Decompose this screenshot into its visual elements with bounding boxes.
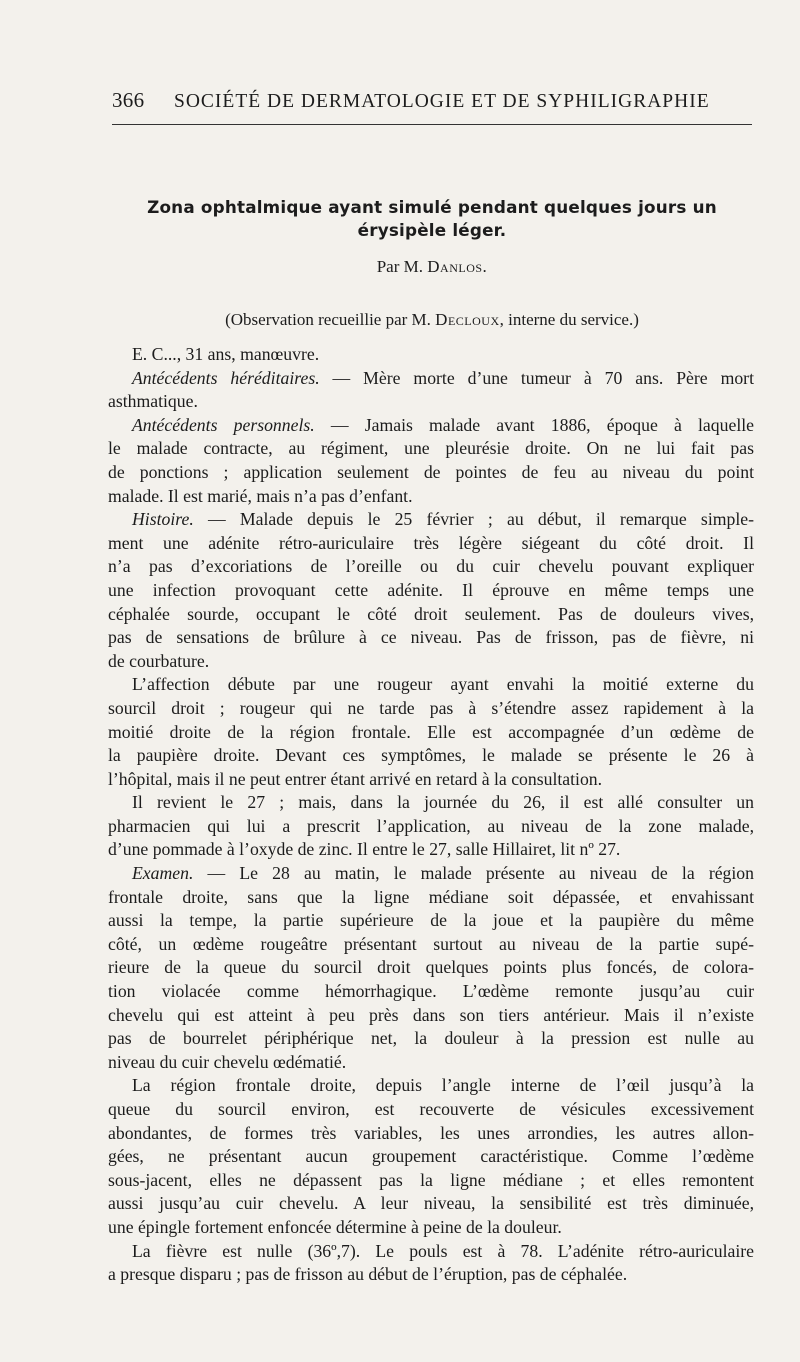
text-line xyxy=(108,343,754,367)
text-line xyxy=(108,909,754,933)
line-text: queue du sourcil environ, est recouverte de vésicules excessivement xyxy=(108,1099,754,1119)
author-name: Danlos. xyxy=(427,257,488,276)
observation-note xyxy=(112,310,752,330)
line-text: n’a pas d’excoriations de l’oreille ou du cuir chevelu pouvant expliquer xyxy=(108,556,754,577)
text-line xyxy=(108,1169,754,1193)
article-title xyxy=(112,196,752,242)
line-text: chevelu qui est atteint à peu près dans son tiers antérieur. Mais il n’existe xyxy=(108,1004,754,1025)
paragraph xyxy=(108,673,754,791)
paragraph-heading: Antécédents personnels. xyxy=(132,414,315,435)
line-text: pharmacien qui lui a prescrit l’application, au niveau de la zone malade, xyxy=(108,815,754,836)
line-text: malade. Il est marié, mais n’a pas d’enfant. xyxy=(108,485,413,506)
paragraph xyxy=(108,1240,754,1287)
line-text: La fièvre est nulle (36º,7). Le pouls est à 78. L’adénite rétro-auriculaire xyxy=(132,1240,754,1261)
text-line xyxy=(108,886,754,910)
article-body xyxy=(108,343,754,1287)
line-text: d’une pommade à l’oxyde de zinc. Il entre le 27, salle Hillairet, lit nº 27. xyxy=(108,839,621,860)
running-title: SOCIÉTÉ DE DERMATOLOGIE ET DE SYPHILIGRAPHIE xyxy=(174,91,710,112)
running-header xyxy=(112,88,752,113)
text-line xyxy=(108,838,754,862)
line-text: — Mère morte d’une tumeur à 70 ans. Père mort xyxy=(319,367,754,388)
line-text: pas de sensations de brûlure à ce niveau. Pas de frisson, pas de fièvre, ni xyxy=(108,627,754,648)
paragraph xyxy=(108,414,754,508)
text-line xyxy=(108,1027,754,1051)
paragraph-heading: Histoire. xyxy=(132,509,194,530)
line-text: aussi la tempe, la partie supérieure de la joue et la paupière du même xyxy=(108,910,754,931)
line-text: abondantes, de formes très variables, les unes arrondies, les autres allon- xyxy=(108,1122,754,1143)
text-line xyxy=(108,626,754,650)
text-line xyxy=(108,508,754,532)
line-text: sourcil droit ; rougeur qui ne tarde pas à s’étendre assez rapidement à la xyxy=(108,697,754,718)
line-text: de courbature. xyxy=(108,650,210,671)
text-line xyxy=(108,555,754,579)
line-text: asthmatique. xyxy=(108,391,198,412)
line-text: frontale droite, sans que la ligne médiane soit dépassée, et envahissant xyxy=(108,886,754,907)
text-line xyxy=(108,697,754,721)
text-line xyxy=(108,485,754,509)
text-line xyxy=(108,414,754,438)
author-prefix: Par M. xyxy=(376,257,428,276)
text-line xyxy=(108,1122,754,1146)
text-line xyxy=(108,815,754,839)
line-text: une épingle fortement enfoncée détermine à peine de la douleur. xyxy=(108,1216,562,1237)
observation-suffix: , interne du service.) xyxy=(499,310,639,329)
line-text: — Le 28 au matin, le malade présente au niveau de la région xyxy=(193,863,754,884)
observation-prefix: (Observation recueillie par M. xyxy=(225,310,436,329)
text-line xyxy=(108,1145,754,1169)
text-line xyxy=(108,673,754,697)
article-author xyxy=(112,257,752,277)
paragraph xyxy=(108,367,754,414)
line-text: côté, un œdème rougeâtre présentant surtout au niveau de la partie supé- xyxy=(108,933,754,954)
line-text: tion violacée comme hémorrhagique. L’œdème remonte jusqu’au cuir xyxy=(108,981,754,1002)
text-line xyxy=(108,437,754,461)
line-text: E. C..., 31 ans, manœuvre. xyxy=(132,344,320,364)
paragraph xyxy=(108,1074,754,1239)
observation-name: Decloux xyxy=(435,310,500,329)
text-line xyxy=(108,1098,754,1122)
text-line xyxy=(108,579,754,603)
line-text: aussi jusqu’au cuir chevelu. A leur niveau, la sensibilité est très diminuée, xyxy=(108,1193,754,1214)
line-text: céphalée sourde, occupant le côté droit seulement. Pas de douleurs vives, xyxy=(108,603,754,624)
article-title-line-1: Zona ophtalmique ayant simulé pendant quelques jours un xyxy=(147,197,717,217)
line-text: la paupière droite. Devant ces symptômes, le malade se présente le 26 à xyxy=(108,745,754,766)
text-line xyxy=(108,768,754,792)
text-line xyxy=(108,980,754,1004)
line-text: niveau du cuir chevelu œdématié. xyxy=(108,1051,347,1072)
line-text: moitié droite de la région frontale. Elle est accompagnée d’un œdème de xyxy=(108,721,754,742)
line-text: rieure de la queue du sourcil droit quelques points plus foncés, de colora- xyxy=(108,957,754,978)
line-text: une infection provoquant cette adénite. Il éprouve en même temps une xyxy=(108,579,754,600)
text-line xyxy=(108,1192,754,1216)
text-line xyxy=(108,721,754,745)
line-text: l’hôpital, mais il ne peut entrer étant arrivé en retard à la consultation. xyxy=(108,768,603,789)
text-line xyxy=(108,367,754,391)
line-text: sous-jacent, elles ne dépassent pas la ligne médiane ; et elles remontent xyxy=(108,1169,754,1190)
header-rule xyxy=(112,124,752,125)
line-text: a presque disparu ; pas de frisson au début de l’éruption, pas de céphalée. xyxy=(108,1264,628,1285)
paragraph-heading: Examen. xyxy=(132,863,194,884)
line-text: L’affection débute par une rougeur ayant envahi la moitié externe du xyxy=(132,674,754,695)
text-line xyxy=(108,744,754,768)
text-line xyxy=(108,461,754,485)
text-line xyxy=(108,791,754,815)
line-text: — Malade depuis le 25 février ; au début, il remarque simple- xyxy=(193,509,754,530)
line-text: ment une adénite rétro-auriculaire très légère siégeant du côté droit. Il xyxy=(108,532,754,553)
text-line xyxy=(108,390,754,414)
article-title-line-2: érysipèle léger. xyxy=(357,220,507,240)
line-text: Il revient le 27 ; mais, dans la journée du 26, il est allé consulter un xyxy=(132,792,754,813)
paragraph xyxy=(108,343,754,367)
text-line xyxy=(108,1004,754,1028)
paragraph xyxy=(108,508,754,673)
line-text: le malade contracte, au régiment, une pleurésie droite. On ne lui fait pas xyxy=(108,438,754,459)
text-line xyxy=(108,1216,754,1240)
text-line xyxy=(108,933,754,957)
text-line xyxy=(108,603,754,627)
line-text: de ponctions ; application seulement de pointes de feu au niveau du point xyxy=(108,461,754,482)
text-line xyxy=(108,1074,754,1098)
text-line xyxy=(108,956,754,980)
line-text: pas de bourrelet périphérique net, la douleur à la pression est nulle au xyxy=(108,1028,754,1049)
text-line xyxy=(108,862,754,886)
page-number: 366 xyxy=(112,88,145,112)
paragraph xyxy=(108,862,754,1074)
paragraph-heading: Antécédents héréditaires. xyxy=(132,367,320,388)
line-text: — Jamais malade avant 1886, époque à laquelle xyxy=(314,414,754,435)
text-line xyxy=(108,650,754,674)
paragraph xyxy=(108,791,754,862)
line-text: gées, ne présentant aucun groupement caractéristique. Comme l’œdème xyxy=(108,1146,754,1167)
text-line xyxy=(108,1240,754,1264)
line-text: La région frontale droite, depuis l’angle interne de l’œil jusqu’à la xyxy=(132,1075,754,1096)
text-line xyxy=(108,1051,754,1075)
text-line xyxy=(108,532,754,556)
text-line xyxy=(108,1263,754,1287)
